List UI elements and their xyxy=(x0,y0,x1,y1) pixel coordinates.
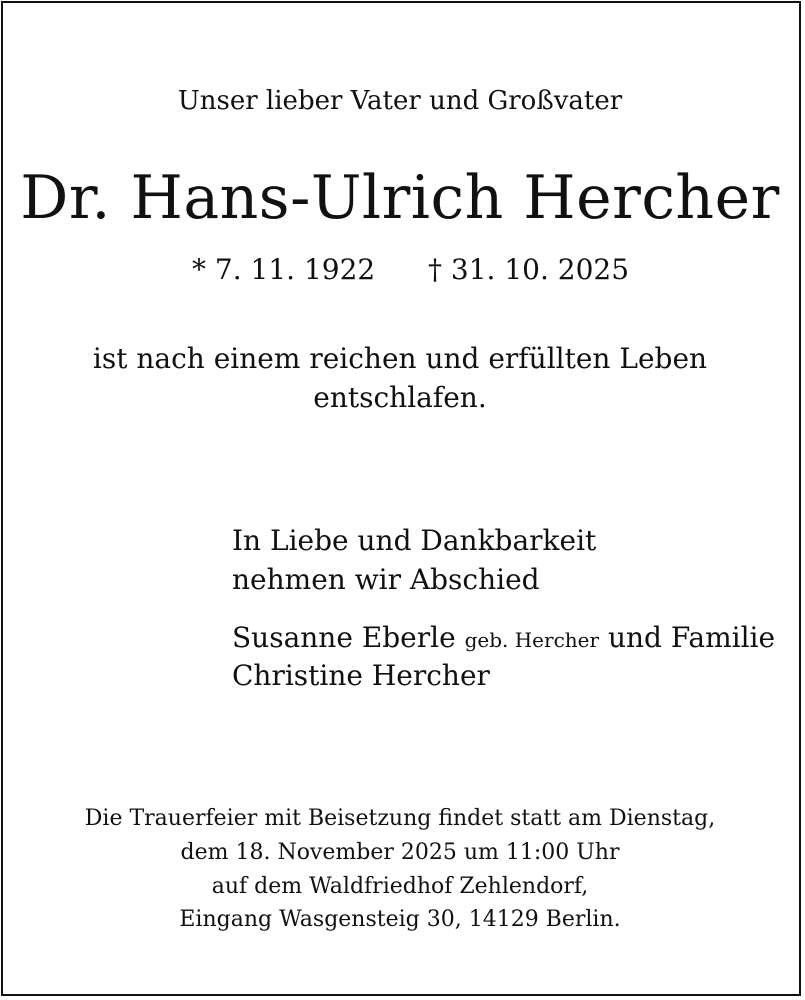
event-line-4: Eingang Wasgensteig 30, 14129 Berlin. xyxy=(179,907,621,932)
signatory-1-maiden-name: geb. Hercher xyxy=(464,628,600,652)
signatory-1-name: Susanne Eberle xyxy=(232,621,456,654)
event-line-1: Die Trauerfeier mit Beisetzung findet statt am Dienstag, xyxy=(84,806,716,831)
farewell-line-2: nehmen wir Abschied xyxy=(232,563,540,596)
signatory-1 xyxy=(232,621,776,654)
deceased-name: Dr. Hans-Ulrich Hercher xyxy=(20,163,780,233)
event-line-2: dem 18. November 2025 um 11:00 Uhr xyxy=(180,840,620,865)
message-line-1: ist nach einem reichen und erfüllten Leben xyxy=(92,342,708,375)
farewell-line-1: In Liebe und Dankbarkeit xyxy=(232,524,597,557)
message-line-2: entschlafen. xyxy=(313,381,487,414)
signatory-1-suffix: und Familie xyxy=(607,621,776,654)
birth-date: * 7. 11. 1922 xyxy=(192,253,376,286)
signatory-2: Christine Hercher xyxy=(232,659,490,692)
intro-text: Unser lieber Vater und Großvater xyxy=(177,86,623,116)
death-date: † 31. 10. 2025 xyxy=(428,253,630,286)
event-line-3: auf dem Waldfriedhof Zehlendorf, xyxy=(211,874,589,899)
